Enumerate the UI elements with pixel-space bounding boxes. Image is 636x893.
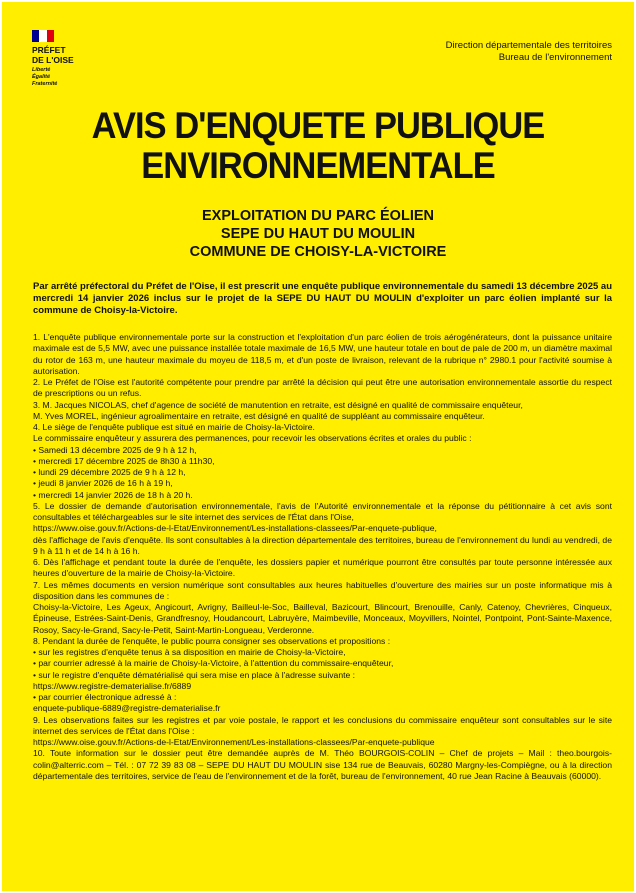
title-line1: AVIS D'ENQUETE PUBLIQUE [91,105,545,146]
department-name: Direction départementale des territoires [445,40,612,51]
paragraph-1: 1. L'enquête publique environnementale porte sur la construction et l'exploitation d'un parc éolien de trois aérogénérateurs, dont la puissance unitaire maximale est de 5,5 MW, avec une puissance installée totale maximale de 16,5 MW, une hauteur totale en bout de pale de 200 m, un diamètre maximal du rotor de 163 m, une hauteur maximale du moyeu de 118,5 m, et d'un poste de livraison, relevant de la rubrique n° 2980.1 pour l'activité soumise à autorisation. [33,332,612,376]
paragraph-5-consultation: dès l'affichage de l'avis d'enquête. Ils sont consultables à la direction départementale des territoires, bureau de l'environnement du lundi au vendredi, de 9 h à 11 h et de 14 h à 16 h. [33,534,612,556]
observation-method: • par courrier adressé à la mairie de Choisy-la-Victoire, à l'attention du commissaire-enquêteur, [33,658,394,669]
paragraph-3-substitute: M. Yves MOREL, ingénieur agroalimentaire en retraite, est désigné en qualité de suppléant au commissaire enquêteur. [33,410,485,421]
notice-poster [2,2,634,891]
logo-motto [32,67,92,88]
motto-fraternite: Fraternité [32,81,58,87]
observation-method: • sur les registres d'enquête tenus à sa disposition en mairie de Choisy-la-Victoire, [33,647,346,657]
permanence-item: • lundi 29 décembre 2025 de 9 h à 12 h, [33,467,186,477]
logo-title-line2: DE L'OISE [32,55,74,65]
bureau-name: Bureau de l'environnement [498,52,612,63]
subtitle-line2: SEPE DU HAUT DU MOULIN [220,226,416,242]
subtitle-line3: COMMUNE DE CHOISY-LA-VICTOIRE [189,244,447,260]
permanence-item: • mercredi 17 décembre 2025 de 8h30 à 11h30, [33,455,215,466]
motto-liberte: Liberté [32,67,51,73]
permanence-item: • Samedi 13 décembre 2025 de 9 h à 12 h, [33,444,197,455]
paragraph-4-permanences: Le commissaire enquêteur y assurera des permanences, pour recevoir les observations écrites et orales du public : [33,433,472,444]
paragraph-6: 6. Dès l'affichage et pendant toute la durée de l'enquête, les dossiers papier et numérique pourront être consultés par toute personne intéressée aux heures d'ouverture de la mairie de Choisy-la-Victoire. [33,557,612,579]
motto-egalite: Égalité [32,74,51,80]
prefecture-logo [32,30,92,88]
website-url: https://www.oise.gouv.fr/Actions-de-l-Etat/Environnement/Les-installations-classees/Par-enquete-publique, [33,523,437,534]
paragraph-8: 8. Pendant la durée de l'enquête, le public pourra consigner ses observations et propositions : [33,635,391,646]
observation-method: • par courrier électronique adressé à : [33,692,177,702]
intro-paragraph: Par arrêté préfectoral du Préfet de l'Oise, il est prescrit une enquête publique environnementale du samedi 13 décembre 2025 au mercredi 14 janvier 2026 inclus sur le projet de la SEPE DU HAUT DU MOULIN d'exploiter un parc éolien implanté sur la commune de Choisy-la-Victoire. [33,281,612,317]
paragraph-7: 7. Les mêmes documents en version numérique sont consultables aux heures habituelles d'ouverture des mairies sur un poste informatique mis à disposition dans les communes de : [33,579,612,601]
subtitle-line1: EXPLOITATION DU PARC ÉOLIEN [201,208,434,224]
french-flag-icon [32,30,54,42]
logo-title-line1: PRÉFET [32,45,66,55]
page-title [24,106,612,186]
permanence-item: • jeudi 8 janvier 2026 de 16 h à 19 h, [33,478,173,489]
permanence-item: • mercredi 14 janvier 2026 de 18 h à 20 h. [33,489,193,500]
paragraph-9: 9. Les observations faites sur les registres et par voie postale, le rapport et les conclusions du commissaire enquêteur sont consultables sur le site internet des services de l'État dans l'Oise : [33,714,612,736]
communes-list: Choisy-la-Victoire, Les Ageux, Angicourt, Avrigny, Bailleul-le-Soc, Bailleval, Bazicourt, Blincourt, Brenouille, Canly, Catenoy, Chevrières, Cinqueux, Épineuse, Estrées-Saint-Denis, Grandfresnoy, Houdancourt, Labruyère, Maimbeville, Monceaux, Moyvillers, Nointel, Pontpoint, Pont-Sainte-Maxence, Rosoy, Sacy-le-Grand, Sacy-le-Petit, Saint-Martin-Longueau, Verderonne. [33,602,612,635]
project-subtitle [2,207,634,261]
flag-red-stripe [47,30,54,42]
title-line2: ENVIRONNEMENTALE [141,145,495,186]
registry-url: https://www.registre-dematerialise.fr/6889 [33,680,192,691]
paragraph-4: 4. Le siège de l'enquête publique est situé en mairie de Choisy-la-Victoire. [33,422,315,432]
registry-email: enquete-publique-6889@registre-dematerialise.fr [33,703,221,714]
paragraph-10: 10. Toute information sur le dossier peut être demandée auprès de M. Théo BOURGOIS-COLIN – Chef de projets – Mail : theo.bourgois-colin@alterric.com – Tél. : 07 72 39 83 08 – SEPE DU HAUT DU MOULIN sise 134 rue de Beauvais, 60280 Margny-les-Compiègne, ou à la direction départementale des territoires, service de l'eau de l'environnement et de la forêt, bureau de l'environnement, 40 rue Jean Racine à Beauvais (60000). [33,748,612,781]
paragraph-2: 2. Le Préfet de l'Oise est l'autorité compétente pour prendre par arrêté la décision qui peut être une autorisation environnementale assortie du respect de prescriptions ou un refus. [33,377,612,399]
paragraph-3: 3. M. Jacques NICOLAS, chef d'agence de société de manutention en retraite, est désigné en qualité de commissaire enquêteur, [33,399,523,410]
observation-method: • sur le registre d'enquête dématérialisé qui sera mise en place à l'adresse suivante : [33,669,356,680]
notice-body [33,332,612,782]
department-header [446,40,612,64]
flag-blue-stripe [32,30,39,42]
paragraph-5: 5. Le dossier de demande d'autorisation environnementale, l'avis de l'Autorité environnementale et la réponse du pétitionnaire à cet avis sont consultables et téléchargeables sur le site internet des services de l'État dans l'Oise, [33,500,612,522]
flag-white-stripe [39,30,46,42]
website-url: https://www.oise.gouv.fr/Actions-de-l-Etat/Environnement/Les-installations-classees/Par-enquete-publique [33,737,435,747]
